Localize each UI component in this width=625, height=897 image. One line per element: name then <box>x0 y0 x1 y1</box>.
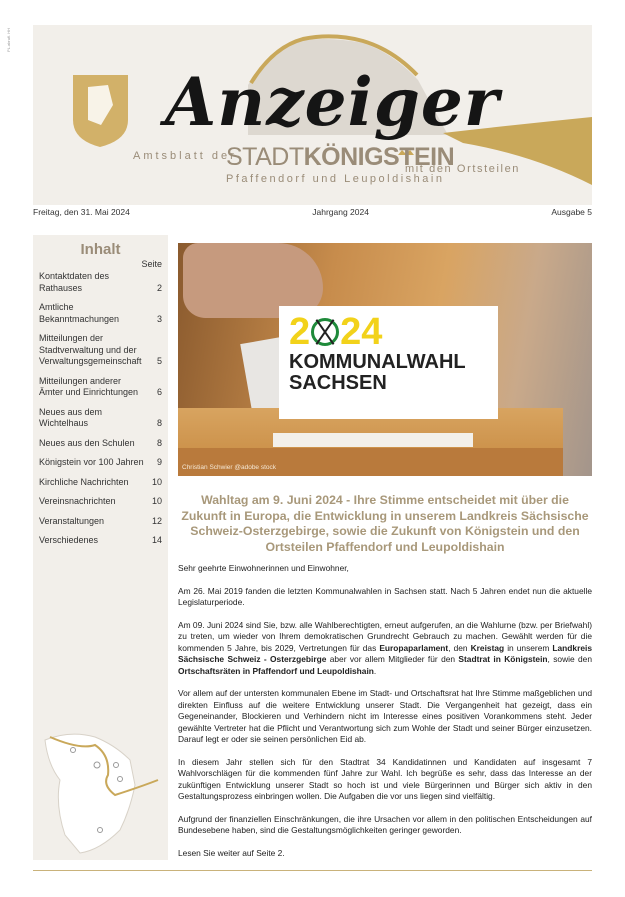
bold-text: Ortschaftsräten in Pfaffendorf und Leupoldishain <box>178 665 374 676</box>
article-body <box>178 563 592 871</box>
region-map <box>40 725 160 860</box>
toc-item-page: 8 <box>156 437 162 448</box>
toc-item[interactable] <box>39 376 162 399</box>
toc-title: Inhalt <box>80 241 121 258</box>
toc-item-label: Kontaktdaten des Rathauses <box>39 271 110 293</box>
toc-item-page: 3 <box>156 313 162 324</box>
text: . <box>373 665 377 676</box>
volume: Jahrgang 2024 <box>312 207 369 217</box>
paragraph: Am 26. Mai 2019 fanden die letzten Kommunalwahlen in Sachsen statt. Nach 5 Jahren endet nun die aktuelle Legislaturperiode. <box>178 585 592 608</box>
toc-item-page: 6 <box>156 387 162 397</box>
text: in unserem <box>504 642 553 653</box>
toc-item-label: Mitteilungen der Stadtverwaltung und der Verwaltungsgemeinschaft <box>39 333 142 366</box>
photo-credit: Christian Schwier @adobe stock <box>182 464 277 471</box>
toc-item-page: 10 <box>151 496 162 506</box>
toc-item-page: 10 <box>151 476 162 487</box>
toc-item-page: 12 <box>151 515 162 526</box>
toc-item[interactable] <box>39 496 162 508</box>
election-photo <box>178 243 592 476</box>
bold-text: Kreistag <box>470 642 505 653</box>
paragraph: Aufgrund der finanziellen Einschränkungen, die ihre Ursachen vor allem in den politischen Entscheidungen auf Bundesebene haben, sind die Gestaltungsmöglichkeiten geringer geworden. <box>178 813 592 836</box>
toc-item-page: 14 <box>151 535 162 545</box>
toc-item-label: Vereinsnachrichten <box>39 496 116 506</box>
toc-item[interactable] <box>39 333 162 368</box>
logo-year-a: 2 <box>289 311 311 353</box>
toc-item[interactable] <box>39 438 162 450</box>
paragraph <box>178 620 592 677</box>
toc-item-label: Verschiedenes <box>39 535 99 545</box>
toc-item-page: 8 <box>156 418 162 428</box>
toc-item[interactable] <box>39 457 162 469</box>
text: Am 09. Juni 2024 sind Sie, bzw. alle Wahlberechtigten, erneut aufgerufen, an die Wahlurne (bzw. per Briefwahl) zu treten, um wieder von Ihrem demokratischen Grundrecht Gebrauch zu machen. Gewählt werden für die kommenden 5 Jahre, bis 2029, Vertretungen für das <box>178 620 592 653</box>
issue-date: Freitag, den 31. Mai 2024 <box>33 207 130 217</box>
logo-line2: SACHSEN <box>289 372 387 394</box>
masthead-prefix: Amtsblatt der <box>133 150 237 162</box>
toc-item-label: Neues aus den Schulen <box>39 437 135 448</box>
toc-item-label: Veranstaltungen <box>39 515 105 526</box>
toc-item-page: 9 <box>156 457 162 467</box>
toc-item-page: 2 <box>156 282 162 293</box>
ballot-box-label <box>273 433 473 447</box>
toc-item[interactable] <box>39 271 162 294</box>
bold-text: Landkreis Sächsische Schweiz - Osterzgebirge <box>178 642 592 665</box>
continue-note: Lesen Sie weiter auf Seite 2. <box>178 848 285 859</box>
salutation: Sehr geehrte Einwohnerinnen und Einwohner, <box>178 563 349 573</box>
toc-item[interactable] <box>39 407 162 430</box>
toc-item-label: Amtliche Bekanntmachungen <box>39 302 120 324</box>
toc-item[interactable] <box>39 516 162 528</box>
masthead-ortsteile: Pfaffendorf und Leupoldishain <box>226 173 445 185</box>
toc-item[interactable] <box>39 477 162 489</box>
dateline <box>33 207 592 217</box>
toc-item[interactable] <box>39 302 162 325</box>
bold-text: Stadtrat in Königstein <box>458 654 548 665</box>
masthead-suffix: mit den Ortsteilen <box>405 163 521 175</box>
newspaper-title: Anzeiger <box>165 63 500 141</box>
footer-rule <box>33 870 592 871</box>
ballot-cross-icon <box>311 318 339 346</box>
bold-text: Europaparlament <box>379 642 449 653</box>
text: aber vor allem Mitglieder für den <box>326 654 459 665</box>
article-headline: Wahltag am 9. Juni 2024 - Ihre Stimme entscheidet mit über die Zukunft in Europa, die Entwicklung in unserem Landkreis Sächsische Schweiz-Osterzgebirge, sowie die Zukunft von Königstein und den Ortsteilen Pfaffendorf und Leupoldishain <box>181 493 589 554</box>
toc-item-label: Königstein vor 100 Jahren <box>39 457 144 467</box>
toc-item-label: Kirchliche Nachrichten <box>39 476 129 487</box>
ballot-box-front <box>178 448 563 476</box>
masthead <box>33 25 592 205</box>
masthead-city-name: KÖNIGSTEIN <box>303 143 455 171</box>
paragraph: In diesem Jahr stellen sich für den Stadtrat 34 Kandidatinnen und Kandidaten auf insgesamt 7 Wahlvorschlägen für die kommenden fünf Jahre zur Wahl. Ich begrüße es sehr, dass das Interesse an der zukünftigen Entwicklung unserer Stadt so hoch ist und viele Bürgerinnen und Bürger sich aktiv in den Gestaltungsprozess einbringen wollen. Die Aufgaben die vor uns liegen sind vielfältig. <box>178 756 592 802</box>
toc-item[interactable] <box>39 535 162 547</box>
toc-item-page: 5 <box>156 356 162 366</box>
text: , den <box>448 642 471 653</box>
masthead-stadt: STADT <box>226 143 304 171</box>
logo-year-b: 24 <box>340 311 383 353</box>
kommunalwahl-logo <box>279 306 498 419</box>
toc-item-label: Neues aus dem Wichtelhaus <box>39 406 103 428</box>
issue-number: Ausgabe 5 <box>551 207 592 217</box>
logo-line1: KOMMUNALWAHL <box>289 351 466 373</box>
toc-page-header: Seite <box>141 259 162 269</box>
imprint-note: PL.abrufl. HH <box>6 28 11 53</box>
paragraph: Vor allem auf der untersten kommunalen Ebene im Stadt- und Ortschaftsrat hat Ihre Stimme maßgeblichen und direkten Einfluss auf die weitere Entwicklung unserer Stadt. Die Vergangenheit hat gezeigt, dass ein Gegeneinander, Blockieren und Verhindern nicht im Interesse eines positiven Vorankommens steht. Jeder gewählte Vertreter hat die Pflicht und Verantwortung sich zum Wohle der Stadt und seiner Bürger einzusetzen. Darauf legt er oder sie seinen persönlichen Eid ab. <box>178 688 592 745</box>
text: , sowie den <box>547 654 592 665</box>
toc-item-label: Mitteilungen anderer Ämter und Einrichtungen <box>39 375 139 397</box>
